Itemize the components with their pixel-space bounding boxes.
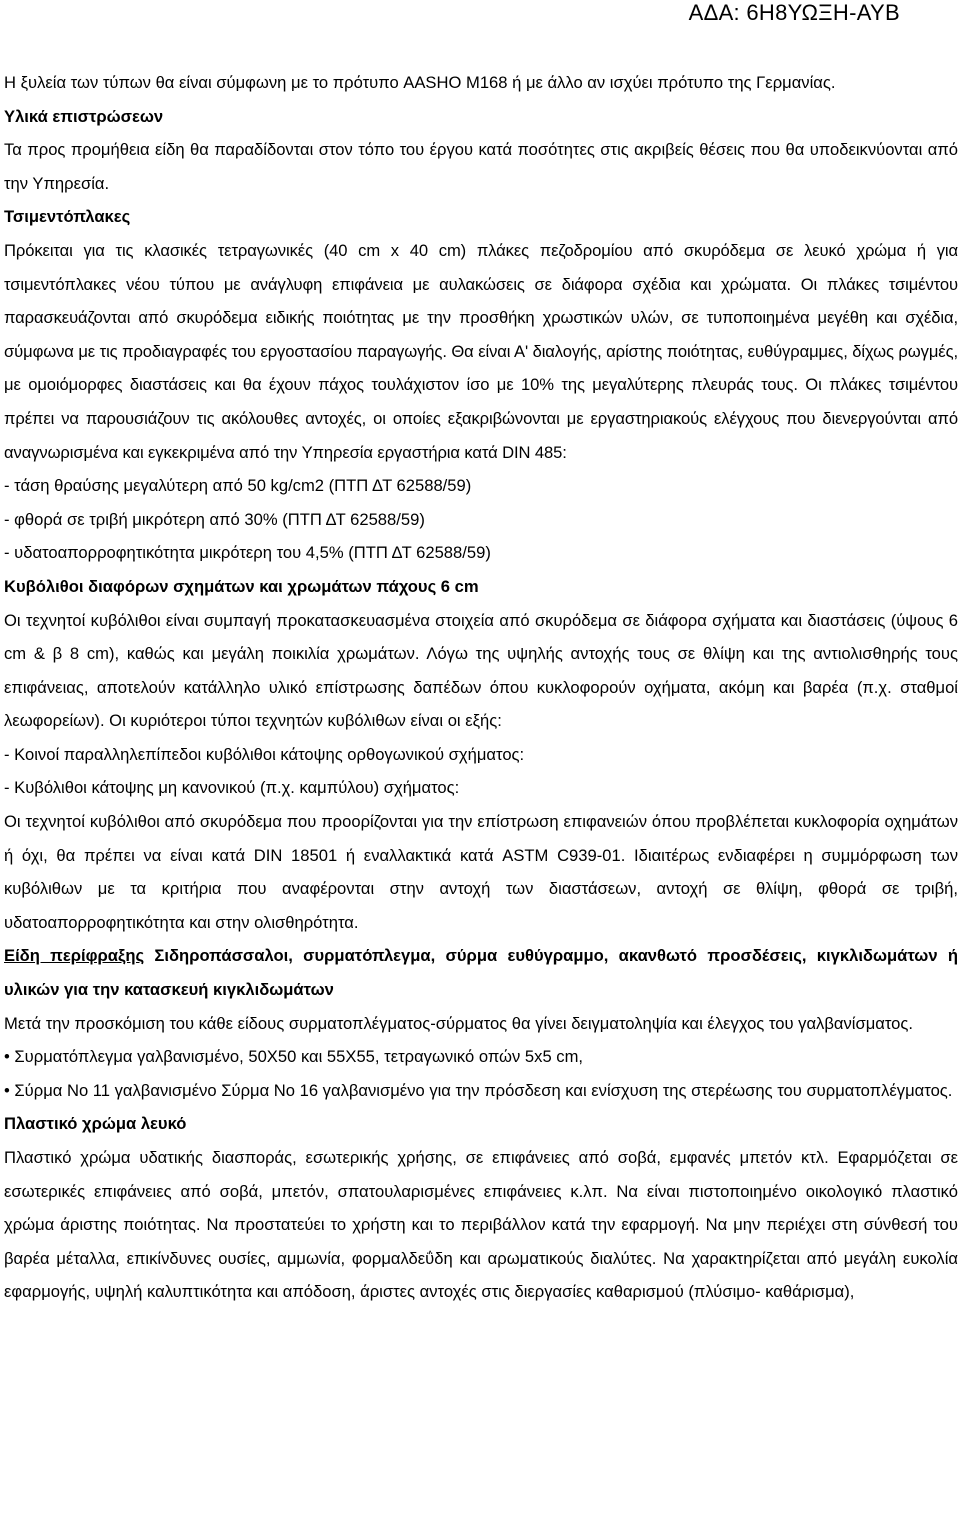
bullet-wire: • Σύρμα Νο 11 γαλβανισμένο Σύρμα Νο 16 γαλβανισμένο για την πρόσδεση και ενίσχυση της στερέωσης του συρματοπλέγματος. <box>4 1080 953 1100</box>
list-item-water-absorption: - υδατοαπορροφητικότητα μικρότερη του 4,5% (ΠΤΠ ΔΤ 62588/59) <box>4 543 491 563</box>
heading-surfacing-materials: Υλικά επιστρώσεων <box>4 106 164 126</box>
paragraph-white-paint: Πλαστικό χρώμα υδατικής διασποράς, εσωτερικής χρήσης, σε επιφάνειες από σοβά, εμφανές μπετόν κτλ. Εφαρμόζεται σε εσωτερικές επιφάνειες από σοβά, μπετόν, σπατουλαρισμένες επιφάνειες κ.λπ. Να είναι πιστοποιημένο οικολογικό πλαστικό χρώμα άριστης ποιότητας. Να προστατεύει το χρήστη και το περιβάλλον κατά την εφαρμογή. Να μην περιέχει στη σύνθεσή του βαρέα μέταλλα, επικίνδυνες ουσίες, αμμωνία, φορμαλδεΰδη και αρωματικούς διαλύτες. Να χαρακτηρίζεται από μεγάλη ευκολία εφαρμογής, υψηλή καλυπτικότητα και απόδοση, άριστες αντοχές στις διεργασίες καθαρισμού (πλύσιμο- καθάρισμα), <box>4 1148 958 1302</box>
list-item-rectangular-stones: - Κοινοί παραλληλεπίπεδοι κυβόλιθοι κάτοψης ορθογωνικού σχήματος: <box>4 744 525 764</box>
paragraph-paving-stones: Οι τεχνητοί κυβόλιθοι είναι συμπαγή προκατασκευασμένα στοιχεία από σκυρόδεμα σε διάφορα σχήματα και διαστάσεις (ύψους 6 cm & β 8 cm), καθώς και μεγάλη ποικιλία χρωμάτων. Λόγω της υψηλής αντοχής τους σε θλίψη και της αντιολισθηρής τους επιφάνειας, αποτελούν κατάλληλο υλικό επίστρωσης δαπέδων όπου κυκλοφορούν οχήματα, ακόμη και βαρέα (π.χ. σταθμοί λεωφορείων). Οι κυριότεροι τύποι τεχνητών κυβόλιθων είναι οι εξής: <box>4 610 958 731</box>
heading-cement-tiles: Τσιμεντόπλακες <box>4 207 131 227</box>
heading-paving-stones: Κυβόλιθοι διαφόρων σχημάτων και χρωμάτων πάχους 6 cm <box>4 576 479 596</box>
list-item-abrasion: - φθορά σε τριβή μικρότερη από 30% (ΠΤΠ ΔΤ 62588/59) <box>4 509 425 529</box>
paragraph-timber: Η ξυλεία των τύπων θα είναι σύμφωνη με το πρότυπο AASHO M168 ή με άλλο αν ισχύει πρότυπο της Γερμανίας. <box>4 73 836 92</box>
paragraph-sampling: Μετά την προσκόμιση του κάθε είδους συρματοπλέγματος-σύρματος θα γίνει δειγματοληψία και έλεγχος του γαλβανίσματος. <box>4 1013 914 1033</box>
list-item-irregular-stones: - Κυβόλιθοι κάτοψης μη κανονικού (π.χ. καμπύλου) σχήματος: <box>4 778 460 798</box>
heading-fencing-rest: Σιδηροπάσσαλοι, συρματόπλεγμα, σύρμα ευθύγραμμο, ακανθωτό προσδέσεις, κιγκλιδωμάτων ή υλικών για την κατασκευή κιγκλιδωμάτων <box>4 946 958 1000</box>
document-code: ΑΔΑ: 6Η8ΥΩΞΗ-ΑΥΒ <box>688 0 900 25</box>
paragraph-cement-tiles: Πρόκειται για τις κλασικές τετραγωνικές (40 cm x 40 cm) πλάκες πεζοδρομίου από σκυρόδεμα σε λευκό χρώμα ή για τσιμεντόπλακες νέου τύπου με ανάγλυφη επιφάνεια με αυλακώσεις σε διάφορα σχέδια και χρώματα. Οι πλάκες τσιμέντου παρασκευάζονται από σκυρόδεμα ειδικής ποιότητας με την προσθήκη χρωστικών υλών, σε τυποποιημένα μεγέθη και σχέδια, σύμφωνα με τις προδιαγραφές του εργοστασίου παραγωγής. Θα είναι Α' διαλογής, αρίστης ποιότητας, ευθύγραμμες, δίχως ρωγμές, με ομοιόμορφες διαστάσεις και θα έχουν πάχος τουλάχιστον ίσο με 10% της μεγαλύτερης πλευράς τους. Οι πλάκες τσιμέντου πρέπει να παρουσιάζουν τις ακόλουθες αντοχές, οι οποίες εξακριβώνονται με εργαστηριακούς ελέγχους που διενεργούνται από αναγνωρισμένα και εγκεκριμένα από την Υπηρεσία εργαστήρια κατά DIN 485: <box>4 240 958 462</box>
paragraph-delivery: Τα προς προμήθεια είδη θα παραδίδονται στον τόπο του έργου κατά ποσότητες στις ακριβείς θέσεις που θα υποδεικνύονται από την Υπηρεσία. <box>4 140 958 193</box>
heading-fencing-lead: Είδη περίφραξης <box>4 946 145 966</box>
paragraph-paving-standards: Οι τεχνητοί κυβόλιθοι από σκυρόδεμα που προορίζονται για την επίστρωση επιφανειών όπου προβλέπεται κυκλοφορία οχημάτων ή όχι, θα πρέπει να είναι κατά DIN 18501 ή εναλλακτικά κατά ASTM C939-01. Ιδιαιτέρως ενδιαφέρει η συμμόρφωση των κυβόλιθων με τα κριτήρια που αναφέρονται στην αντοχή των διαστάσεων, αντοχή σε θλίψη, φθορά σε τριβή, υδατοαπορροφητικότητα και στην ολισθηρότητα. <box>4 812 958 932</box>
list-item-breaking-stress: - τάση θραύσης μεγαλύτερη από 50 kg/cm2 (ΠΤΠ ΔΤ 62588/59) <box>4 476 472 496</box>
heading-fencing <box>4 939 958 1006</box>
bullet-wire-mesh: • Συρματόπλεγμα γαλβανισμένο, 50Χ50 και 55Χ55, τετραγωνικό οπών 5x5 cm, <box>4 1047 584 1067</box>
document-body <box>4 66 958 1309</box>
heading-white-paint: Πλαστικό χρώμα λευκό <box>4 1114 187 1134</box>
